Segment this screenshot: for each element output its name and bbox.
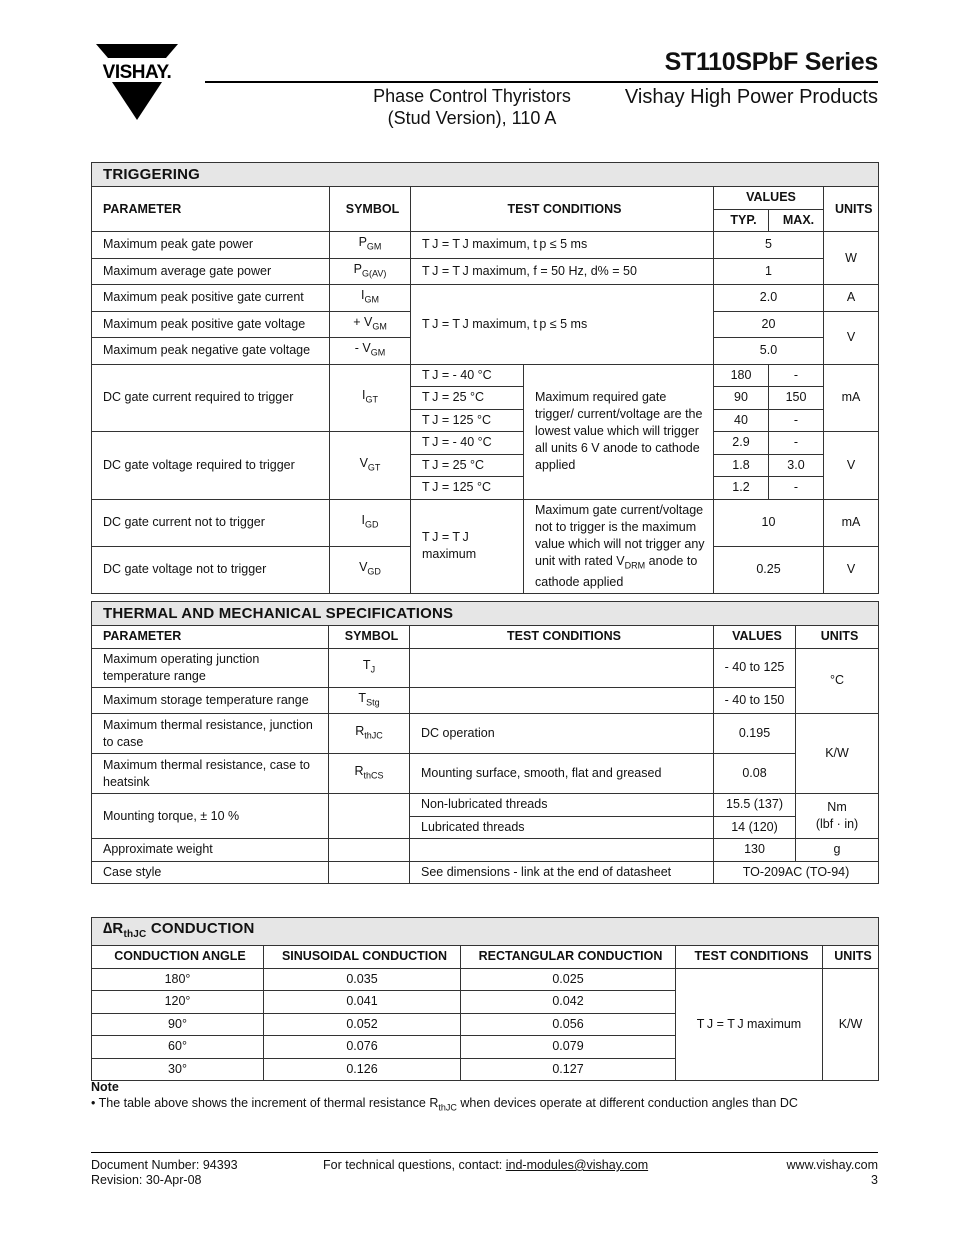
symbol-cell: $V_{GD}$ [330, 546, 411, 593]
angle-cell: 60° [92, 1036, 264, 1059]
symbol-cell: $T_{Stg}$ [329, 687, 410, 714]
series-title: ST110SPbF Series [664, 48, 878, 76]
param-cell: Maximum peak positive gate current [92, 285, 330, 312]
param-cell: Case style [92, 861, 329, 884]
trigger-note-cell: Maximum required gate trigger/ current/voltage are the lowest value which will trigger all units 6 V anode to cathode applied [524, 364, 714, 499]
param-cell: Maximum peak gate power [92, 232, 330, 259]
angle-cell: 120° [92, 991, 264, 1014]
table-row [92, 364, 879, 387]
value-cell: 130 [714, 839, 796, 862]
unit-cell: K/W [796, 714, 879, 794]
sin-cell: 0.052 [264, 1013, 461, 1036]
table-row [92, 687, 879, 714]
unit-cell: K/W [823, 968, 879, 1081]
symbol-cell [329, 794, 410, 839]
symbol-cell: $P_{G(AV)}$ [330, 258, 411, 285]
symbol-cell [329, 861, 410, 884]
rect-cell: 0.079 [461, 1036, 676, 1059]
table-row [92, 861, 879, 884]
value-cell: 0.195 [714, 714, 796, 754]
param-cell: DC gate voltage not to trigger [92, 546, 330, 593]
param-cell: DC gate voltage required to trigger [92, 432, 330, 500]
col-header-parameter: PARAMETER [92, 626, 329, 649]
symbol-cell: + $V_{GM}$ [330, 311, 411, 338]
section-title: $\Delta R_{thJC}$ CONDUCTION [92, 918, 879, 946]
unit-cell: V [824, 311, 879, 364]
param-cell: Mounting torque, ± 10 % [92, 794, 329, 839]
triggering-table [91, 162, 879, 594]
col-header-test-conditions: TEST CONDITIONS [411, 187, 714, 232]
brand-line: Vishay High Power Products [624, 86, 878, 108]
max-cell: - [769, 364, 824, 387]
note-text: • The table above shows the increment of thermal resistance $R_{thJC}$ when devices operate at different conduction angles than DC [91, 1096, 798, 1113]
table-row [92, 232, 879, 259]
max-cell: 150 [769, 387, 824, 410]
condition-cell [410, 839, 714, 862]
typ-cell: 180 [714, 364, 769, 387]
contact-email-link[interactable]: ind-modules@vishay.com [505, 1158, 649, 1172]
no-trigger-note-cell: Maximum gate current/voltage not to trigger is the maximum value which will not trigger any unit with rated $V_{DRM}$ anode to cathode applied [524, 499, 714, 594]
col-header-values: VALUES [714, 187, 824, 210]
header-divider [205, 81, 878, 83]
col-header-rectangular: RECTANGULAR CONDUCTION [461, 946, 676, 969]
unit-cell: mA [824, 364, 879, 432]
table-note [91, 1080, 878, 1113]
conduction-table [91, 917, 879, 1081]
unit-cell: Nm (lbf · in) [796, 794, 879, 839]
value-cell: 1 [714, 258, 824, 285]
value-cell: 15.5 (137) [714, 794, 796, 817]
page-number: 3 [871, 1173, 878, 1187]
condition-cell: DC operation [410, 714, 714, 754]
symbol-cell: - $V_{GM}$ [330, 338, 411, 365]
value-cell: 2.0 [714, 285, 824, 312]
table-row [92, 794, 879, 817]
symbol-cell: $I_{GT}$ [330, 364, 411, 432]
col-header-units: UNITS [823, 946, 879, 969]
col-header-sinusoidal: SINUSOIDAL CONDUCTION [264, 946, 461, 969]
angle-cell: 30° [92, 1058, 264, 1081]
max-cell: - [769, 477, 824, 500]
value-cell: 0.25 [714, 546, 824, 593]
rect-cell: 0.025 [461, 968, 676, 991]
param-cell: DC gate current not to trigger [92, 499, 330, 546]
symbol-cell: $T_J$ [329, 648, 410, 687]
value-cell: 10 [714, 499, 824, 546]
table-row [92, 754, 879, 794]
table-row [92, 968, 879, 991]
col-header-test-conditions: TEST CONDITIONS [676, 946, 823, 969]
param-cell: Maximum operating junction temperature range [92, 648, 329, 687]
param-cell: Maximum peak positive gate voltage [92, 311, 330, 338]
table-row [92, 432, 879, 455]
temp-cell: T J = 125 °C [411, 409, 524, 432]
condition-cell: T J = T J maximum, t p ≤ 5 ms [411, 285, 714, 365]
condition-cell: See dimensions - link at the end of datasheet [410, 861, 714, 884]
typ-cell: 2.9 [714, 432, 769, 455]
vishay-logo [92, 44, 182, 120]
footer-divider [91, 1152, 878, 1153]
thermal-table [91, 601, 879, 884]
unit-cell: V [824, 546, 879, 593]
unit-cell: A [824, 285, 879, 312]
col-header-typ: TYP. [714, 209, 769, 232]
symbol-cell: $V_{GT}$ [330, 432, 411, 500]
section-title: THERMAL AND MECHANICAL SPECIFICATIONS [92, 602, 879, 626]
note-title: Note [91, 1080, 119, 1094]
table-row [92, 258, 879, 285]
value-cell: 5 [714, 232, 824, 259]
angle-cell: 90° [92, 1013, 264, 1036]
unit-cell: V [824, 432, 879, 500]
param-cell: Maximum average gate power [92, 258, 330, 285]
contact-label: For technical questions, contact: [323, 1158, 506, 1172]
col-header-max: MAX. [769, 209, 824, 232]
revision: Revision: 30-Apr-08 [91, 1173, 202, 1187]
condition-cell [410, 648, 714, 687]
value-cell: 0.08 [714, 754, 796, 794]
col-header-symbol: SYMBOL [330, 187, 411, 232]
symbol-cell: $I_{GM}$ [330, 285, 411, 312]
unit-cell: g [796, 839, 879, 862]
value-cell: 5.0 [714, 338, 824, 365]
condition-cell: Mounting surface, smooth, flat and greased [410, 754, 714, 794]
param-cell: Maximum storage temperature range [92, 687, 329, 714]
section-title: TRIGGERING [92, 163, 879, 187]
unit-cell: W [824, 232, 879, 285]
value-cell: 20 [714, 311, 824, 338]
subtitle-line1: Phase Control Thyristors [373, 86, 571, 106]
condition-cell: T J = T J maximum, f = 50 Hz, d% = 50 [411, 258, 714, 285]
condition-cell: Lubricated threads [410, 816, 714, 839]
table-row [92, 714, 879, 754]
param-cell: Approximate weight [92, 839, 329, 862]
col-header-symbol: SYMBOL [329, 626, 410, 649]
rect-cell: 0.056 [461, 1013, 676, 1036]
table-row [92, 285, 879, 312]
symbol-cell: $P_{GM}$ [330, 232, 411, 259]
typ-cell: 1.8 [714, 454, 769, 477]
sin-cell: 0.076 [264, 1036, 461, 1059]
sin-cell: 0.126 [264, 1058, 461, 1081]
max-cell: - [769, 432, 824, 455]
typ-cell: 1.2 [714, 477, 769, 500]
subtitle-line2: (Stud Version), 110 A [387, 108, 557, 128]
footer-doc-info [91, 1158, 238, 1188]
typ-cell: 40 [714, 409, 769, 432]
website-link[interactable]: www.vishay.com [786, 1158, 878, 1172]
symbol-cell: $R_{thCS}$ [329, 754, 410, 794]
angle-cell: 180° [92, 968, 264, 991]
logo-text: VISHAY. [102, 62, 172, 83]
symbol-cell [329, 839, 410, 862]
max-cell: 3.0 [769, 454, 824, 477]
typ-cell: 90 [714, 387, 769, 410]
unit-cell: mA [824, 499, 879, 546]
temp-cell: T J = 25 °C [411, 454, 524, 477]
table-row [92, 839, 879, 862]
condition-cell: T J = T J maximum [411, 499, 524, 594]
footer-site-info [787, 1158, 878, 1188]
value-cell: - 40 to 125 [714, 648, 796, 687]
col-header-test-conditions: TEST CONDITIONS [410, 626, 714, 649]
product-subtitle [362, 85, 582, 129]
table-row [92, 648, 879, 687]
sin-cell: 0.041 [264, 991, 461, 1014]
param-cell: Maximum peak negative gate voltage [92, 338, 330, 365]
param-cell: DC gate current required to trigger [92, 364, 330, 432]
rect-cell: 0.042 [461, 991, 676, 1014]
param-cell: Maximum thermal resistance, case to heatsink [92, 754, 329, 794]
symbol-cell: $R_{thJC}$ [329, 714, 410, 754]
value-cell: - 40 to 150 [714, 687, 796, 714]
col-header-parameter: PARAMETER [92, 187, 330, 232]
document-number: Document Number: 94393 [91, 1158, 238, 1172]
unit-cell: °C [796, 648, 879, 714]
value-cell: 14 (120) [714, 816, 796, 839]
temp-cell: T J = 125 °C [411, 477, 524, 500]
condition-cell: Non-lubricated threads [410, 794, 714, 817]
footer-contact [323, 1158, 648, 1173]
value-cell: TO-209AC (TO-94) [714, 861, 879, 884]
symbol-cell: $I_{GD}$ [330, 499, 411, 546]
col-header-values: VALUES [714, 626, 796, 649]
temp-cell: T J = - 40 °C [411, 364, 524, 387]
table-row [92, 499, 879, 546]
condition-cell: T J = T J maximum [676, 968, 823, 1081]
temp-cell: T J = 25 °C [411, 387, 524, 410]
sin-cell: 0.035 [264, 968, 461, 991]
col-header-units: UNITS [796, 626, 879, 649]
col-header-angle: CONDUCTION ANGLE [92, 946, 264, 969]
temp-cell: T J = - 40 °C [411, 432, 524, 455]
condition-cell [410, 687, 714, 714]
param-cell: Maximum thermal resistance, junction to case [92, 714, 329, 754]
max-cell: - [769, 409, 824, 432]
rect-cell: 0.127 [461, 1058, 676, 1081]
col-header-units: UNITS [824, 187, 879, 232]
condition-cell: T J = T J maximum, t p ≤ 5 ms [411, 232, 714, 259]
